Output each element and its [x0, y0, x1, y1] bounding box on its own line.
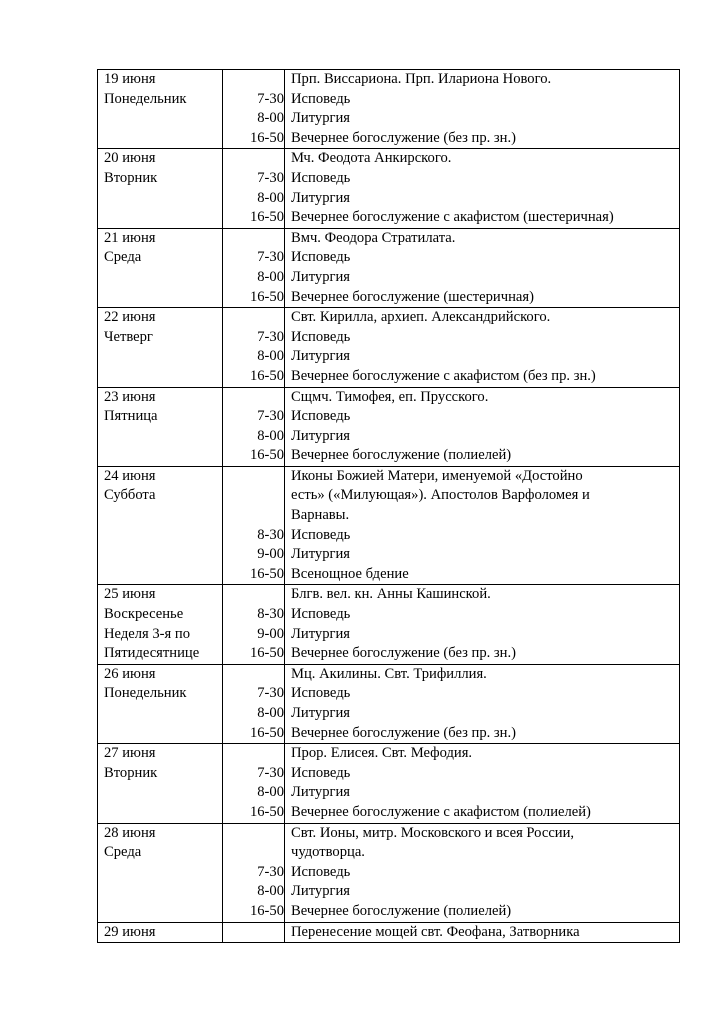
- weekday-label: Среда: [104, 249, 142, 266]
- schedule-row: [98, 149, 680, 228]
- service-time: [229, 308, 284, 328]
- date-cell: [98, 387, 223, 466]
- description-line: Вечернее богослужение (без пр. зн.): [291, 724, 517, 741]
- service-time: [229, 506, 284, 526]
- date-label: 20 июня: [104, 150, 156, 167]
- service-time: 8-00: [257, 110, 284, 127]
- date-label: 23 июня: [104, 388, 156, 405]
- description-line: Блгв. вел. кн. Анны Кашинской.: [291, 586, 491, 603]
- service-time: [229, 149, 284, 169]
- description-cell: [285, 387, 680, 466]
- service-time: 16-50: [249, 902, 284, 919]
- service-time: [229, 467, 284, 487]
- description-line: Исповедь: [291, 526, 351, 543]
- service-time: [229, 585, 284, 605]
- description-line: Исповедь: [291, 863, 351, 880]
- description-line: Литургия: [291, 348, 350, 365]
- service-time: 8-00: [257, 883, 284, 900]
- description-line: Вечернее богослужение с акафистом (шестеричная): [291, 209, 614, 226]
- schedule-row: [98, 466, 680, 585]
- description-line: Вечернее богослужение с акафистом (полиелей): [291, 803, 591, 820]
- description-cell: [285, 466, 680, 585]
- weekday-label: Понедельник: [104, 90, 187, 107]
- service-time: [229, 229, 284, 249]
- weekday-label: Вторник: [104, 764, 158, 781]
- service-time: [229, 843, 284, 863]
- description-line: Литургия: [291, 427, 350, 444]
- service-time: 9-00: [257, 625, 284, 642]
- description-line: Вечернее богослужение (без пр. зн.): [291, 645, 517, 662]
- description-line: Вечернее богослужение (шестеричная): [291, 288, 534, 305]
- date-cell: [98, 70, 223, 149]
- service-time: 7-30: [257, 408, 284, 425]
- description-line: Прор. Елисея. Свт. Мефодия.: [291, 745, 473, 762]
- schedule-row: [98, 585, 680, 664]
- service-time: [229, 923, 284, 943]
- weekday-label: Суббота: [104, 487, 156, 504]
- schedule-row: [98, 922, 680, 943]
- description-line: Литургия: [291, 625, 350, 642]
- description-cell: [285, 922, 680, 943]
- weekday-label: Вторник: [104, 169, 158, 186]
- weekday-label: Среда: [104, 844, 142, 861]
- weekday-label: Воскресенье: [104, 606, 184, 623]
- date-cell: [98, 922, 223, 943]
- description-line: Свт. Ионы, митр. Московского и всея России,: [291, 824, 575, 841]
- service-time: 8-00: [257, 268, 284, 285]
- weekday-label: Неделя 3-я по: [104, 625, 190, 642]
- date-cell: [98, 466, 223, 585]
- description-line: Литургия: [291, 705, 350, 721]
- description-line: Исповедь: [291, 90, 351, 107]
- description-line: Мч. Феодота Анкирского.: [291, 150, 452, 167]
- description-line: Исповедь: [291, 606, 351, 623]
- service-time: 8-00: [257, 348, 284, 365]
- description-line: Всенощное бдение: [291, 565, 409, 582]
- service-time: [229, 70, 284, 90]
- time-cell: [223, 664, 285, 743]
- description-line: Свт. Кирилла, архиеп. Александрийского.: [291, 309, 551, 326]
- schedule-row: [98, 70, 680, 149]
- description-cell: [285, 228, 680, 307]
- weekday-label: Пятница: [104, 408, 158, 425]
- weekday-label: Пятидесятнице: [104, 645, 200, 662]
- date-cell: [98, 823, 223, 922]
- date-cell: [98, 228, 223, 307]
- description-line: Вечернее богослужение (полиелей): [291, 447, 512, 464]
- description-line: Варнавы.: [291, 507, 350, 524]
- description-cell: [285, 585, 680, 664]
- service-time: 8-00: [257, 427, 284, 444]
- date-label: 22 июня: [104, 309, 156, 326]
- service-time: 7-30: [257, 764, 284, 781]
- time-cell: [223, 70, 285, 149]
- weekday-label: Четверг: [104, 328, 153, 345]
- service-schedule-table: [97, 69, 680, 943]
- service-time: 16-50: [249, 645, 284, 662]
- description-cell: [285, 70, 680, 149]
- service-time: 7-30: [257, 863, 284, 880]
- date-label: 21 июня: [104, 229, 156, 246]
- service-time: 7-30: [257, 685, 284, 702]
- date-cell: [98, 308, 223, 387]
- time-cell: [223, 922, 285, 943]
- service-time: 16-50: [249, 209, 284, 226]
- time-cell: [223, 744, 285, 823]
- service-time: 8-30: [257, 526, 284, 543]
- service-time: 7-30: [257, 90, 284, 107]
- description-line: Вечернее богослужение (полиелей): [291, 902, 512, 919]
- weekday-label: Понедельник: [104, 685, 187, 702]
- service-time: [229, 665, 284, 685]
- time-cell: [223, 387, 285, 466]
- description-line: Литургия: [291, 268, 350, 285]
- service-time: 16-50: [249, 803, 284, 820]
- service-time: 16-50: [249, 565, 284, 582]
- date-label: 24 июня: [104, 467, 156, 484]
- description-line: Прп. Виссариона. Прп. Илариона Нового.: [291, 71, 552, 87]
- description-line: чудотворца.: [291, 844, 365, 861]
- service-time: 9-00: [257, 546, 284, 563]
- description-line: Исповедь: [291, 328, 351, 345]
- service-time: [229, 744, 284, 764]
- date-label: 25 июня: [104, 586, 156, 603]
- service-time: 16-50: [249, 724, 284, 741]
- service-time: 16-50: [249, 367, 284, 384]
- service-time: [229, 388, 284, 408]
- service-time: 8-00: [257, 189, 284, 206]
- date-cell: [98, 585, 223, 664]
- time-cell: [223, 823, 285, 922]
- date-label: 26 июня: [104, 665, 156, 682]
- date-cell: [98, 664, 223, 743]
- date-label: 19 июня: [104, 71, 156, 87]
- time-cell: [223, 149, 285, 228]
- description-line: Исповедь: [291, 764, 351, 781]
- service-time: 16-50: [249, 447, 284, 464]
- date-cell: [98, 744, 223, 823]
- description-line: Мц. Акилины. Свт. Трифиллия.: [291, 665, 487, 682]
- description-line: Вмч. Феодора Стратилата.: [291, 229, 456, 246]
- description-line: Перенесение мощей свт. Феофана, Затворника: [291, 923, 580, 940]
- time-cell: [223, 228, 285, 307]
- time-cell: [223, 466, 285, 585]
- description-line: Исповедь: [291, 249, 351, 266]
- time-cell: [223, 308, 285, 387]
- service-time: 7-30: [257, 249, 284, 266]
- description-line: Литургия: [291, 546, 350, 563]
- time-cell: [223, 585, 285, 664]
- description-cell: [285, 308, 680, 387]
- date-cell: [98, 149, 223, 228]
- schedule-body: [98, 70, 680, 943]
- description-line: Иконы Божией Матери, именуемой «Достойно: [291, 467, 583, 484]
- description-line: Исповедь: [291, 169, 351, 186]
- service-time: [229, 824, 284, 844]
- service-time: 8-30: [257, 606, 284, 623]
- date-label: 28 июня: [104, 824, 156, 841]
- schedule-row: [98, 823, 680, 922]
- description-line: Литургия: [291, 110, 350, 127]
- description-cell: [285, 823, 680, 922]
- description-line: Литургия: [291, 883, 350, 900]
- service-time: 7-30: [257, 169, 284, 186]
- service-time: 16-50: [249, 288, 284, 305]
- schedule-row: [98, 744, 680, 823]
- service-time: 8-00: [257, 705, 284, 721]
- service-time: 7-30: [257, 328, 284, 345]
- description-cell: [285, 149, 680, 228]
- schedule-row: [98, 387, 680, 466]
- description-cell: [285, 664, 680, 743]
- date-label: 29 июня: [104, 923, 156, 940]
- service-time: 8-00: [257, 784, 284, 801]
- description-line: Сщмч. Тимофея, еп. Прусского.: [291, 388, 489, 405]
- description-line: Вечернее богослужение (без пр. зн.): [291, 129, 517, 146]
- date-label: 27 июня: [104, 745, 156, 762]
- description-cell: [285, 744, 680, 823]
- service-time: 16-50: [249, 129, 284, 146]
- description-line: есть» («Милующая»). Апостолов Варфоломея и: [291, 487, 590, 504]
- description-line: Вечернее богослужение с акафистом (без пр. зн.): [291, 367, 596, 384]
- description-line: Литургия: [291, 189, 350, 206]
- description-line: Исповедь: [291, 685, 351, 702]
- description-line: Литургия: [291, 784, 350, 801]
- service-time: [229, 486, 284, 506]
- schedule-row: [98, 308, 680, 387]
- schedule-row: [98, 228, 680, 307]
- description-line: Исповедь: [291, 408, 351, 425]
- schedule-row: [98, 664, 680, 743]
